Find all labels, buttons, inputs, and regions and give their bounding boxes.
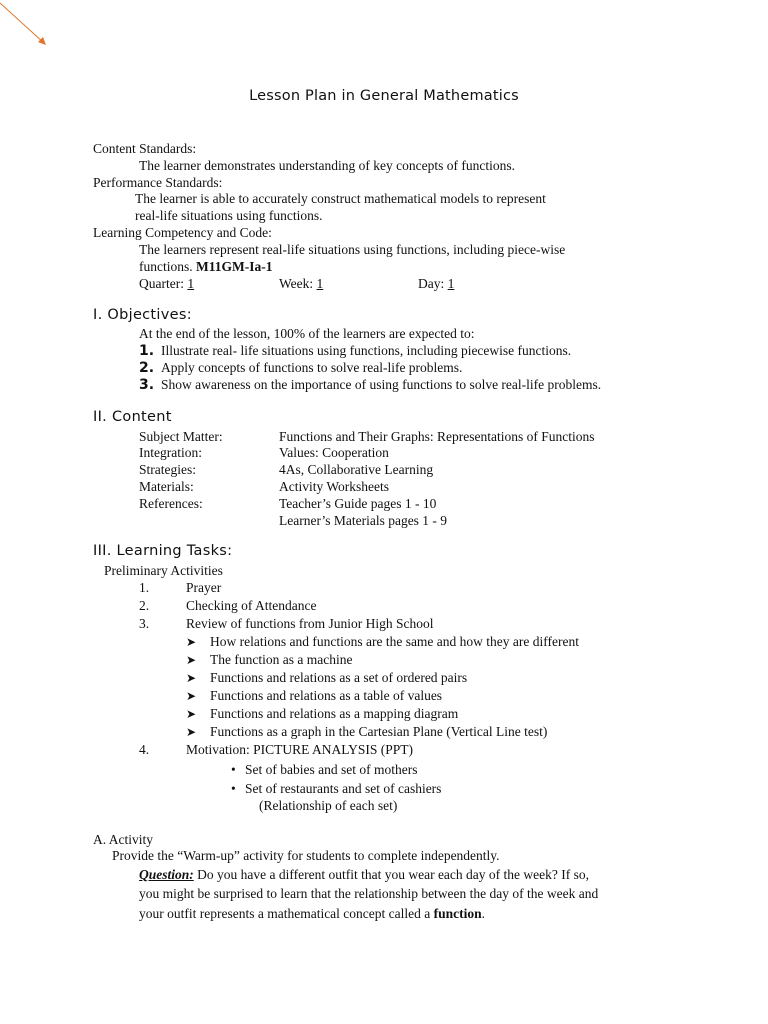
task-number: 2.	[139, 598, 150, 613]
day-label: Day:	[418, 276, 445, 291]
objective-item	[139, 342, 571, 360]
content-standards-label: Content Standards:	[93, 141, 197, 156]
objectives-intro: At the end of the lesson, 100% of the learners are expected to:	[139, 326, 475, 341]
content-row-label: Subject Matter:	[139, 429, 223, 444]
review-point	[186, 705, 458, 723]
objectives-heading: I. Objectives:	[93, 307, 192, 323]
performance-standards-label: Performance Standards:	[93, 175, 223, 190]
review-point	[186, 669, 467, 687]
task-text: Checking of Attendance	[186, 598, 317, 613]
function-keyword: function	[433, 906, 482, 921]
performance-standards-line1: The learner is able to accurately construct mathematical models to represent	[135, 191, 546, 206]
review-point	[186, 723, 547, 741]
motivation-bullet-text: Set of restaurants and set of cashiers	[245, 781, 442, 796]
motivation-bullet-text: Set of babies and set of mothers	[245, 762, 418, 777]
corner-arrow-icon	[0, 0, 60, 60]
question-line2: you might be surprised to learn that the relationship between the day of the week and	[139, 886, 599, 901]
day-value: 1	[447, 276, 455, 291]
competency-code: M11GM-Ia-1	[196, 259, 273, 274]
quarter-field	[139, 275, 194, 292]
objective-number: 2.	[139, 360, 155, 376]
task-text: Prayer	[186, 580, 222, 595]
objective-text: Show awareness on the importance of using functions to solve real-life problems.	[161, 377, 602, 392]
review-point-text: Functions and relations as a table of values	[210, 688, 443, 703]
question-line3	[139, 905, 485, 922]
task-text: Review of functions from Junior High School	[186, 616, 434, 631]
preliminary-activities-label: Preliminary Activities	[104, 563, 223, 578]
content-row-label: References:	[139, 496, 203, 511]
review-point-text: Functions and relations as a set of ordered pairs	[210, 670, 468, 685]
objective-text: Apply concepts of functions to solve real-life problems.	[161, 360, 463, 375]
competency-label: Learning Competency and Code:	[93, 225, 272, 240]
motivation-note: (Relationship of each set)	[259, 798, 398, 813]
arrow-bullet-icon: ➤	[186, 725, 197, 739]
objective-number: 1.	[139, 343, 155, 359]
content-row-value: Teacher’s Guide pages 1 - 10	[279, 496, 437, 511]
objective-text: Illustrate real- life situations using functions, including piecewise functions.	[161, 343, 572, 358]
review-point-text: How relations and functions are the same and how they are different	[210, 634, 579, 649]
content-row-label: Materials:	[139, 479, 194, 494]
objective-number: 3.	[139, 377, 155, 393]
content-standards-text: The learner demonstrates understanding of key concepts of functions.	[139, 158, 516, 173]
question-end: .	[481, 906, 486, 921]
competency-line2	[139, 258, 273, 275]
content-row-value: 4As, Collaborative Learning	[279, 462, 434, 477]
content-row-value: Functions and Their Graphs: Representations of Functions	[279, 429, 595, 444]
question-label: Question:	[139, 867, 194, 882]
competency-line2-text: functions.	[139, 259, 193, 274]
motivation-bullet	[231, 780, 441, 797]
content-row-value: Activity Worksheets	[279, 479, 390, 494]
question-line3-text: your outfit represents a mathematical concept called a	[139, 906, 434, 921]
motivation-bullet	[231, 761, 417, 778]
review-point-text: Functions and relations as a mapping diagram	[210, 706, 459, 721]
week-label: Week:	[279, 276, 314, 291]
arrow-bullet-icon: ➤	[186, 653, 197, 667]
bullet-dot-icon: •	[231, 781, 236, 796]
review-point-text: Functions as a graph in the Cartesian Plane (Vertical Line test)	[210, 724, 548, 739]
task-number: 1.	[139, 580, 150, 595]
page-title: Lesson Plan in General Mathematics	[249, 88, 519, 104]
task-number: 4.	[139, 742, 150, 757]
performance-standards-line2: real-life situations using functions.	[135, 208, 323, 223]
arrow-bullet-icon: ➤	[186, 689, 197, 703]
content-row-value: Values: Cooperation	[279, 445, 389, 460]
competency-line1: The learners represent real-life situations using functions, including piece-wise	[139, 242, 566, 257]
question-line1	[139, 866, 589, 883]
learning-tasks-heading: III. Learning Tasks:	[93, 543, 233, 559]
content-heading: II. Content	[93, 409, 172, 425]
motivation-text: Motivation: PICTURE ANALYSIS (PPT)	[186, 742, 414, 757]
review-point	[186, 651, 352, 669]
day-field	[418, 275, 454, 292]
week-field	[279, 275, 323, 292]
content-row-label: Strategies:	[139, 462, 196, 477]
objective-item	[139, 359, 462, 377]
review-point	[186, 687, 442, 705]
objective-item	[139, 376, 601, 394]
quarter-label: Quarter:	[139, 276, 184, 291]
activity-heading: A. Activity	[93, 832, 153, 847]
week-value: 1	[316, 276, 324, 291]
arrow-bullet-icon: ➤	[186, 635, 197, 649]
content-row-value: Learner’s Materials pages 1 - 9	[279, 513, 448, 528]
task-number: 3.	[139, 616, 150, 631]
review-point-text: The function as a machine	[210, 652, 353, 667]
review-point	[186, 633, 579, 651]
quarter-value: 1	[187, 276, 195, 291]
bullet-dot-icon: •	[231, 762, 236, 777]
activity-intro: Provide the “Warm-up” activity for students to complete independently.	[112, 848, 500, 863]
arrow-bullet-icon: ➤	[186, 671, 197, 685]
content-row-label: Integration:	[139, 445, 202, 460]
arrow-bullet-icon: ➤	[186, 707, 197, 721]
question-text: Do you have a different outfit that you wear each day of the week? If so,	[193, 867, 589, 882]
